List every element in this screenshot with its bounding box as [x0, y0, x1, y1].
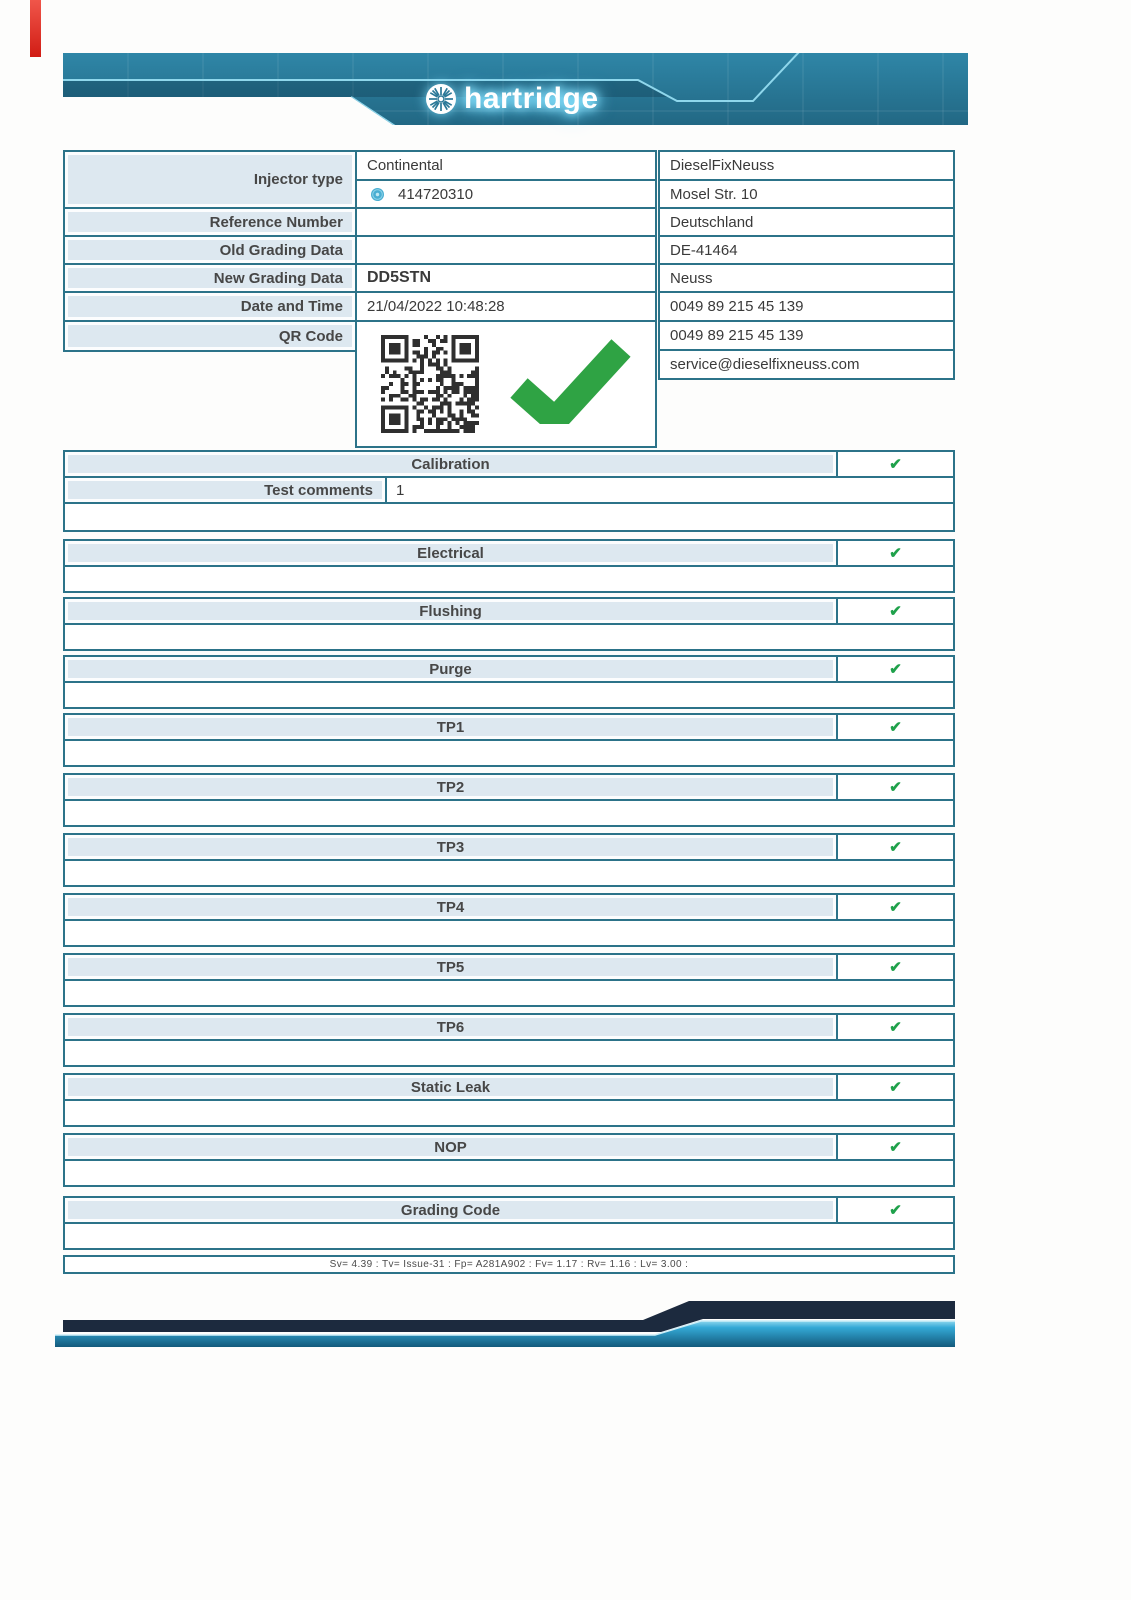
contact-country: Deutschland [658, 207, 955, 237]
label-new-grading-data: New Grading Data [63, 263, 357, 293]
section-flushing-status-check-icon: ✔ [836, 599, 953, 623]
section-tp6-block [63, 1013, 955, 1067]
section-tp5-title: TP5 [65, 955, 836, 979]
contact-fax: 0049 89 215 45 139 [658, 320, 955, 351]
contact-company: DieselFixNeuss [658, 150, 955, 181]
section-empty-row [65, 504, 953, 530]
label-old-grading-data: Old Grading Data [63, 235, 357, 265]
section-grading-code-status-check-icon: ✔ [836, 1198, 953, 1222]
section-static-leak-block [63, 1073, 955, 1127]
label-reference-number: Reference Number [63, 207, 357, 237]
qr-code-image [381, 335, 479, 433]
section-purge-title: Purge [65, 657, 836, 681]
version-info-row: Sv= 4.39 : Tv= Issue-31 : Fp= A281A902 : Fv= 1.17 : Rv= 1.16 : Lv= 3.00 : [63, 1255, 955, 1274]
value-reference-number [355, 207, 657, 237]
section-purge-block [63, 655, 955, 709]
section-tp6-status-check-icon: ✔ [836, 1015, 953, 1039]
section-tp3-title: TP3 [65, 835, 836, 859]
section-electrical-status-check-icon: ✔ [836, 541, 953, 565]
section-electrical-block [63, 539, 955, 593]
wheel-icon [425, 83, 457, 115]
section-grading-code-title: Grading Code [65, 1198, 836, 1222]
section-empty-row [65, 1224, 953, 1248]
section-flushing-title: Flushing [65, 599, 836, 623]
section-tp4-status-check-icon: ✔ [836, 895, 953, 919]
label-qr-code: QR Code [63, 320, 357, 352]
section-static-leak-title: Static Leak [65, 1075, 836, 1099]
section-nop-block [63, 1133, 955, 1187]
section-tp5-block [63, 953, 955, 1007]
qr-code-cell [355, 320, 657, 448]
section-purge-status-check-icon: ✔ [836, 657, 953, 681]
contact-email: service@dieselfixneuss.com [658, 349, 955, 380]
section-empty-row [65, 1101, 953, 1125]
value-old-grading-data [355, 235, 657, 265]
section-empty-row [65, 801, 953, 825]
section-calibration-title: Calibration [65, 452, 836, 476]
contact-city: Neuss [658, 263, 955, 293]
contact-street: Mosel Str. 10 [658, 179, 955, 209]
section-tp1-title: TP1 [65, 715, 836, 739]
label-injector-type: Injector type [63, 150, 357, 209]
pass-check-icon [505, 338, 631, 424]
section-empty-row [65, 741, 953, 765]
value-new-grading-data: DD5STN [355, 263, 657, 293]
contact-postcode: DE-41464 [658, 235, 955, 265]
section-nop-status-check-icon: ✔ [836, 1135, 953, 1159]
section-tp4-title: TP4 [65, 895, 836, 919]
section-calibration-block [63, 450, 955, 532]
footer-banner [55, 1295, 955, 1350]
section-tp5-status-check-icon: ✔ [836, 955, 953, 979]
contact-phone: 0049 89 215 45 139 [658, 291, 955, 322]
section-tp4-block [63, 893, 955, 947]
value-date-and-time: 21/04/2022 10:48:28 [355, 291, 657, 322]
section-empty-row [65, 567, 953, 591]
section-tp3-block [63, 833, 955, 887]
section-tp3-status-check-icon: ✔ [836, 835, 953, 859]
section-tp2-title: TP2 [65, 775, 836, 799]
section-tp2-block [63, 773, 955, 827]
section-flushing-block [63, 597, 955, 651]
section-grading-code-block [63, 1196, 955, 1250]
part-number-icon [371, 188, 384, 201]
section-empty-row [65, 981, 953, 1005]
section-tp2-status-check-icon: ✔ [836, 775, 953, 799]
value-injector-type-name: Continental [355, 150, 657, 181]
section-tp1-block [63, 713, 955, 767]
red-edge-mark [30, 0, 41, 57]
section-static-leak-status-check-icon: ✔ [836, 1075, 953, 1099]
label-date-and-time: Date and Time [63, 291, 357, 322]
section-tp1-status-check-icon: ✔ [836, 715, 953, 739]
section-empty-row [65, 625, 953, 649]
section-empty-row [65, 1161, 953, 1185]
section-empty-row [65, 861, 953, 885]
value-injector-part-number [355, 179, 657, 209]
part-number-text: 414720310 [398, 185, 474, 203]
section-electrical-title: Electrical [65, 541, 836, 565]
section-tp6-title: TP6 [65, 1015, 836, 1039]
brand-logo [425, 82, 599, 116]
test-comments-label: Test comments [65, 478, 387, 502]
test-comments-value: 1 [396, 481, 405, 499]
section-calibration-status-check-icon: ✔ [836, 452, 953, 476]
section-empty-row [65, 921, 953, 945]
brand-name: hartridge [464, 82, 599, 115]
section-nop-title: NOP [65, 1135, 836, 1159]
section-empty-row [65, 1041, 953, 1065]
section-empty-row [65, 683, 953, 707]
